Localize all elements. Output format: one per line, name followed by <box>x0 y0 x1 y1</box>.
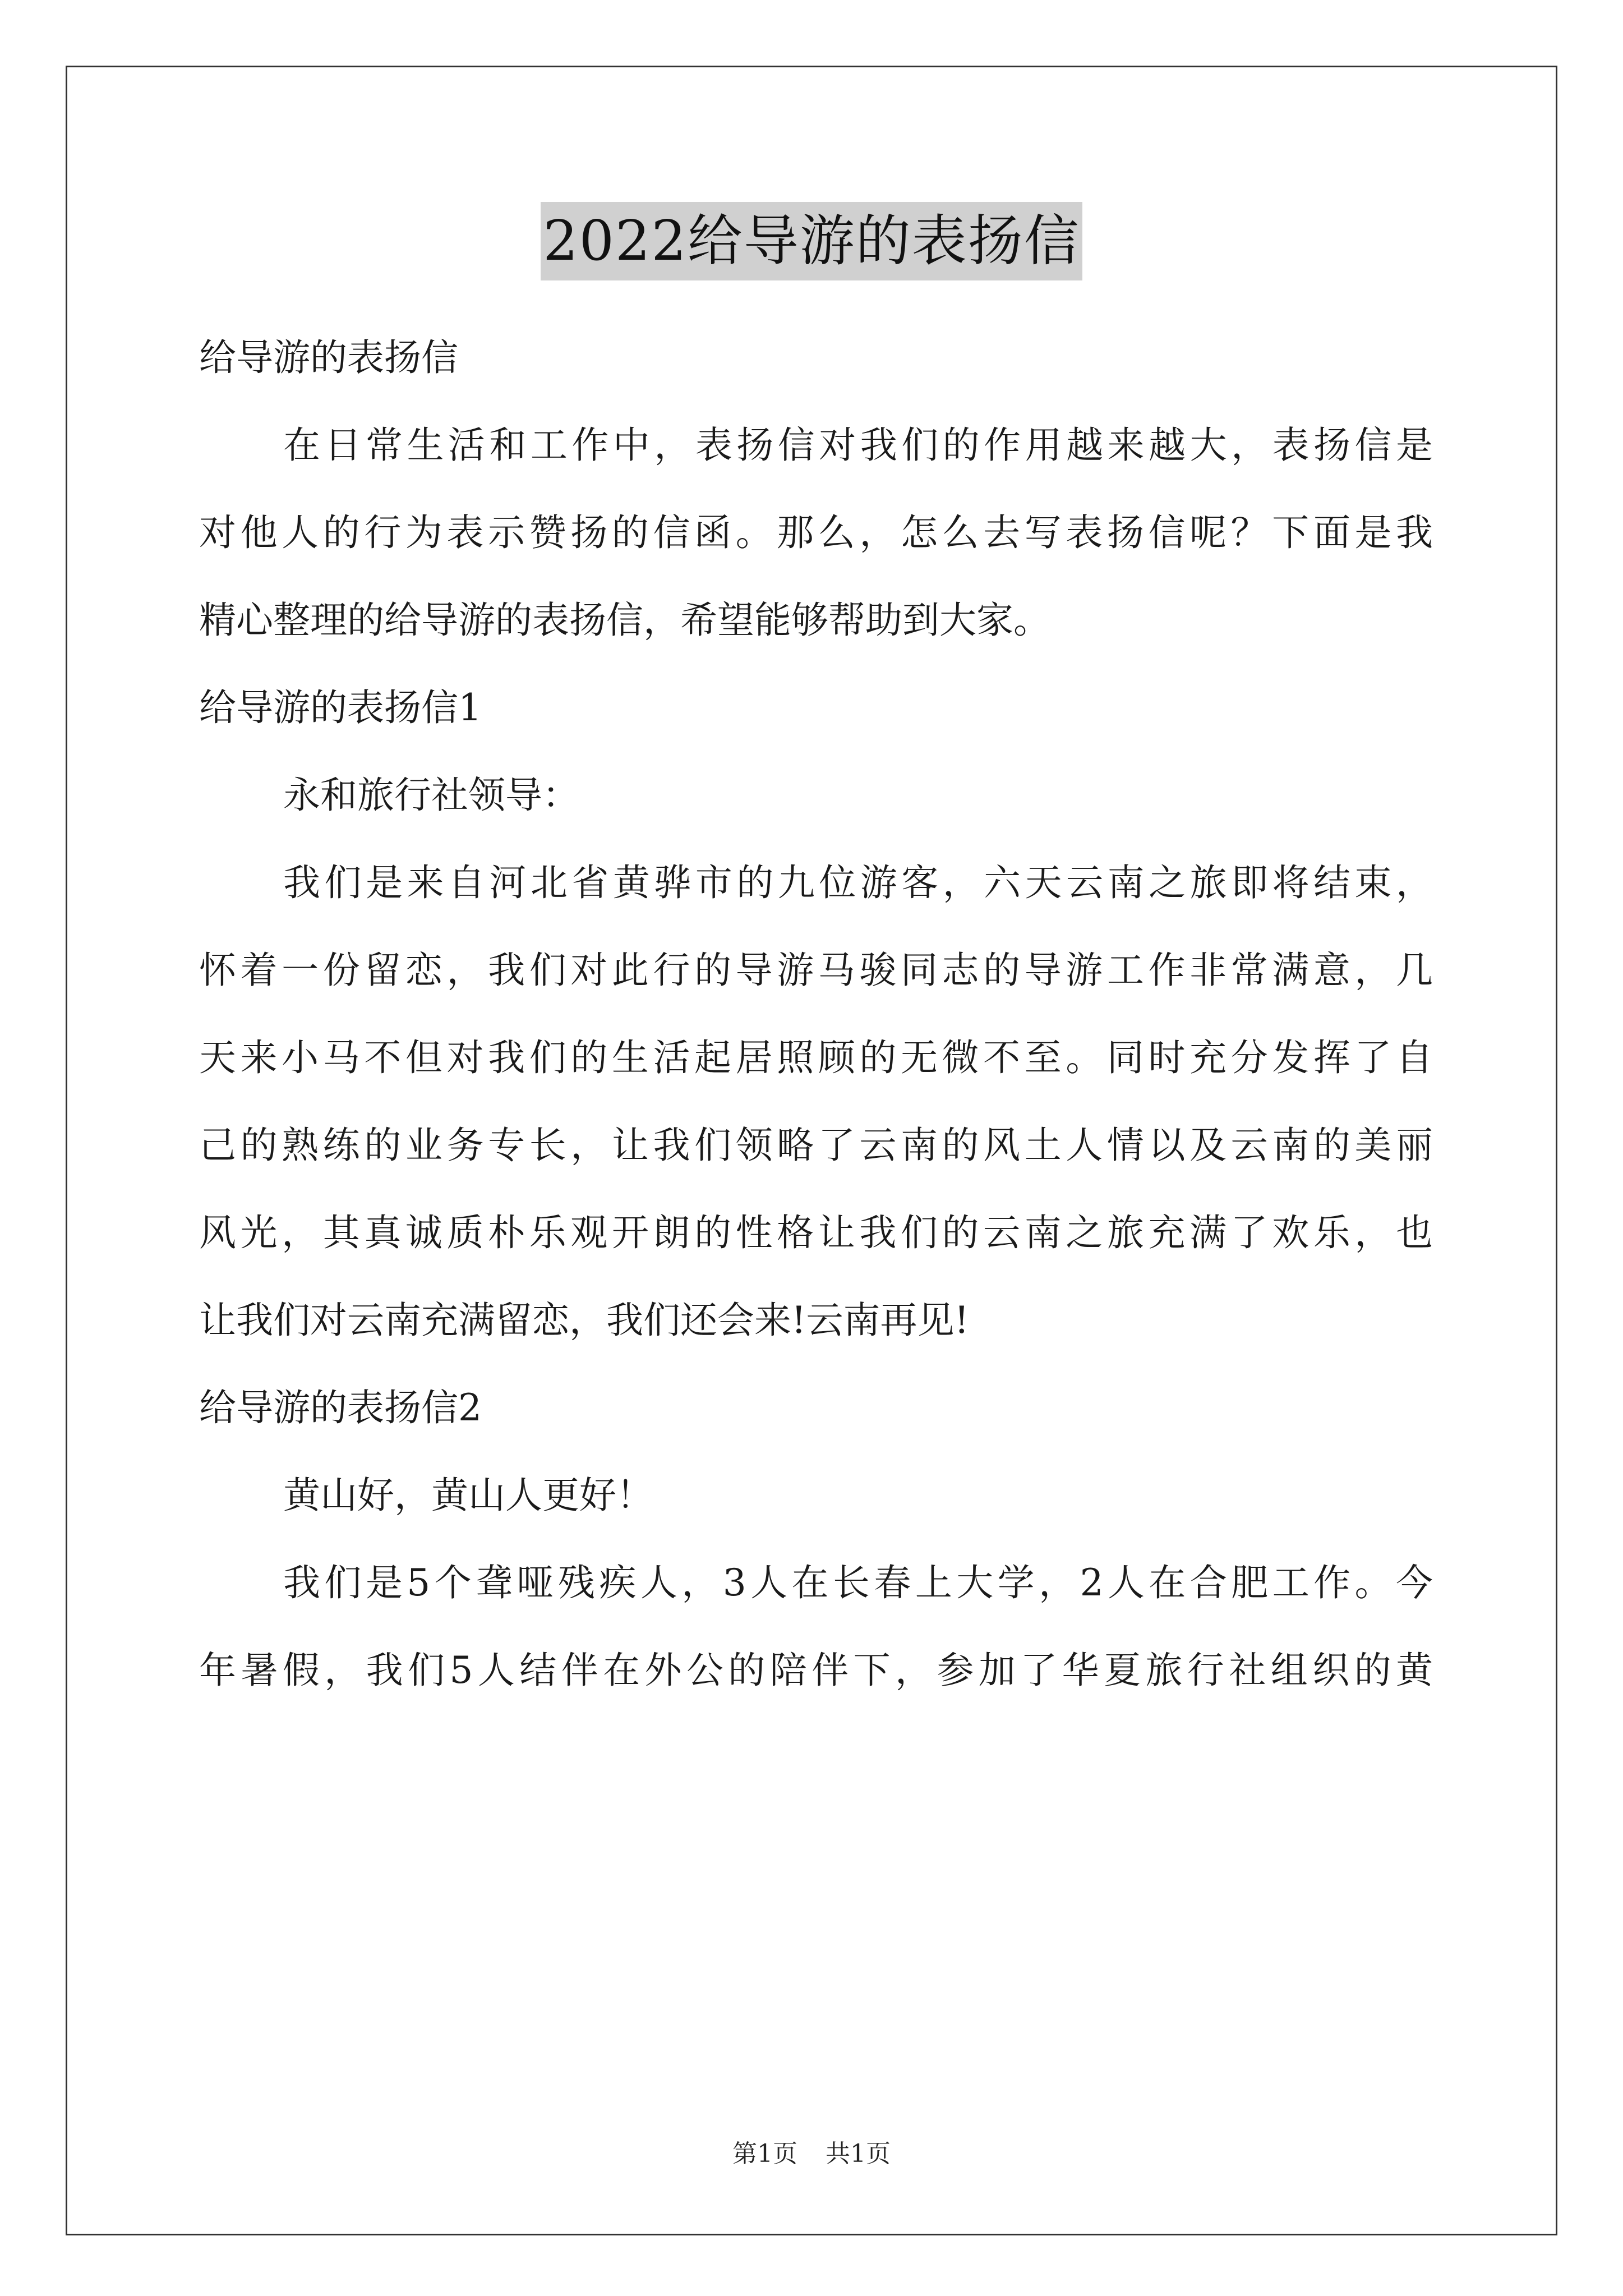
line-letter2-1 <box>199 1539 1433 1627</box>
line-text: 对他人的行为表示赞扬的信函。那么，怎么去写表扬信呢？下面是我 <box>199 511 1433 554</box>
line-text: 给导游的表扬信1 <box>199 686 482 729</box>
line-letter1-3 <box>199 1014 1433 1102</box>
line-salutation-1 <box>199 752 1433 839</box>
line-letter1-5 <box>199 1189 1433 1277</box>
line-letter1-6 <box>199 1277 1433 1364</box>
line-heading-intro <box>199 314 1433 402</box>
document-body <box>199 314 1433 1714</box>
line-letter1-1 <box>199 839 1433 927</box>
line-text: 天来小马不但对我们的生活起居照顾的无微不至。同时充分发挥了自 <box>199 1036 1433 1079</box>
line-heading-letter-1 <box>199 664 1433 752</box>
line-text: 精心整理的给导游的表扬信，希望能够帮助到大家。 <box>199 599 1050 642</box>
line-text: 永和旅行社领导： <box>283 774 579 817</box>
page-footer <box>0 2137 1623 2171</box>
line-intro-2 <box>199 489 1433 577</box>
line-text: 在日常生活和工作中，表扬信对我们的作用越来越大，表扬信是 <box>283 424 1433 467</box>
line-intro-1 <box>199 402 1433 489</box>
page-number: 第1页 <box>732 2139 797 2168</box>
line-text: 己的熟练的业务专长，让我们领略了云南的风土人情以及云南的美丽 <box>199 1124 1433 1167</box>
line-letter2-2 <box>199 1627 1433 1714</box>
line-text: 给导游的表扬信2 <box>199 1386 482 1429</box>
document-title: 2022给导游的表扬信 <box>541 202 1082 280</box>
page-total: 共1页 <box>826 2139 891 2168</box>
line-text: 给导游的表扬信 <box>199 336 458 379</box>
line-text: 我们是5个聋哑残疾人，3人在长春上大学，2人在合肥工作。今 <box>283 1561 1433 1604</box>
line-letter1-4 <box>199 1102 1433 1189</box>
line-heading-letter-2 <box>199 1364 1433 1452</box>
line-text: 黄山好，黄山人更好！ <box>283 1474 653 1517</box>
line-text: 让我们对云南充满留恋，我们还会来!云南再见! <box>199 1299 970 1342</box>
line-text: 年暑假，我们5人结伴在外公的陪伴下，参加了华夏旅行社组织的黄 <box>199 1649 1433 1692</box>
line-intro-3 <box>199 577 1433 664</box>
line-text: 风光，其真诚质朴乐观开朗的性格让我们的云南之旅充满了欢乐，也 <box>199 1211 1433 1254</box>
title-container <box>0 202 1623 280</box>
line-letter1-2 <box>199 927 1433 1014</box>
line-text: 怀着一份留恋，我们对此行的导游马骏同志的导游工作非常满意，几 <box>199 949 1433 992</box>
line-salutation-2 <box>199 1452 1433 1539</box>
line-text: 我们是来自河北省黄骅市的九位游客，六天云南之旅即将结束， <box>283 861 1433 904</box>
